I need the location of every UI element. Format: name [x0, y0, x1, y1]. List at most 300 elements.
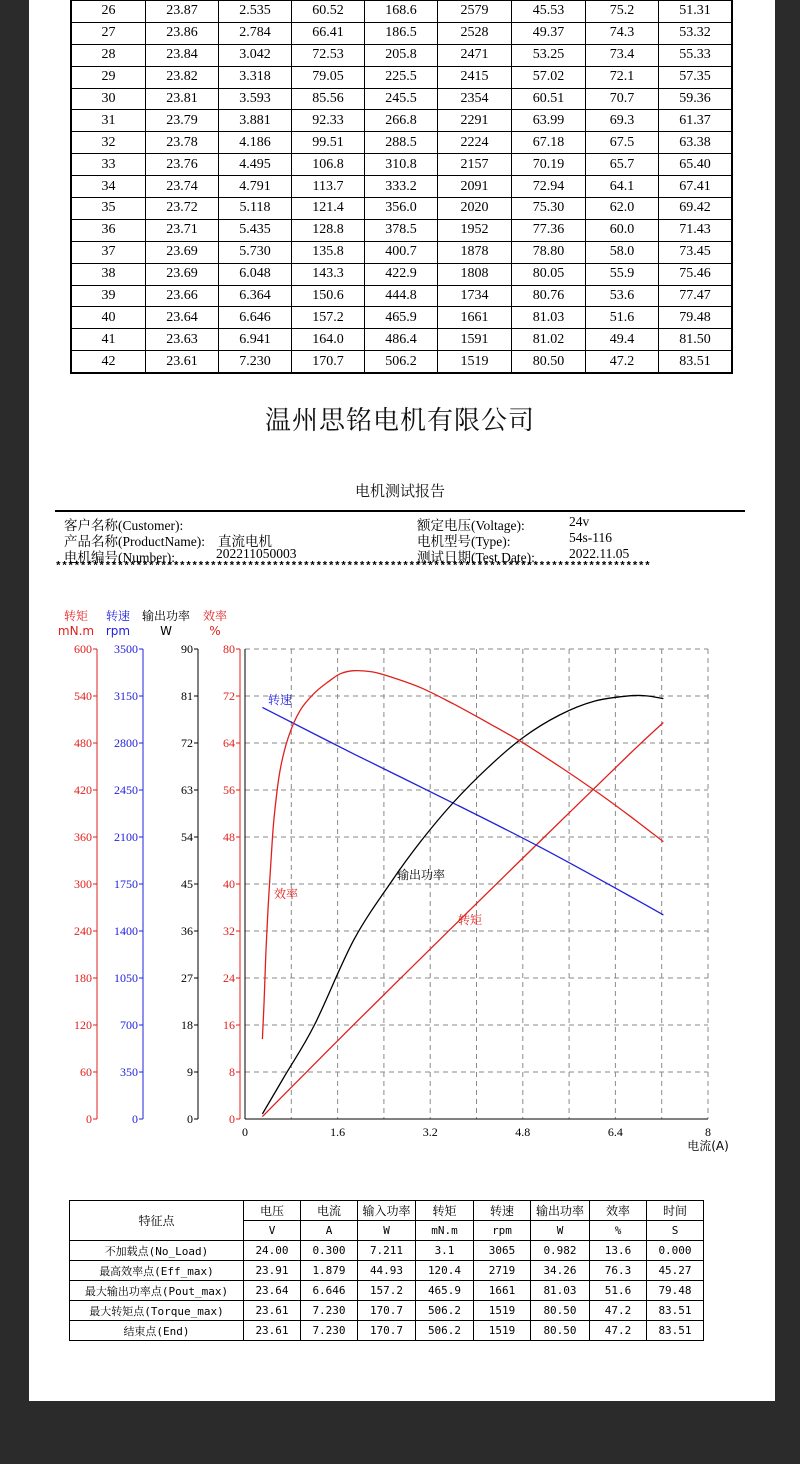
- data-cell: 70.7: [586, 88, 659, 110]
- summary-unit: S: [647, 1221, 704, 1241]
- y-tick-label: 3500: [114, 642, 138, 656]
- data-cell: 6.048: [219, 263, 292, 285]
- data-cell: 74.3: [586, 22, 659, 44]
- date-value: 2022.11.05: [569, 546, 630, 561]
- data-row: [71, 241, 732, 263]
- data-cell: 3.042: [219, 44, 292, 66]
- series-line: [262, 671, 663, 1039]
- data-cell: 38: [71, 263, 146, 285]
- data-cell: 64.1: [586, 176, 659, 198]
- data-row: [71, 285, 732, 307]
- voltage-value: 24v: [569, 514, 590, 529]
- y-axis-title: 效率: [202, 609, 228, 623]
- chart-grid: [245, 649, 708, 1119]
- test-data-table: [70, 0, 733, 374]
- data-cell: 23.78: [146, 132, 219, 154]
- data-cell: 73.4: [586, 44, 659, 66]
- summary-row: [70, 1261, 704, 1281]
- number-value: 202211050003: [216, 546, 297, 561]
- series-label: 转矩: [457, 913, 483, 927]
- y-tick-label: 60: [80, 1065, 92, 1079]
- data-cell: 58.0: [586, 241, 659, 263]
- data-row: [71, 88, 732, 110]
- data-cell: 6.364: [219, 285, 292, 307]
- y-tick-label: 18: [181, 1018, 193, 1032]
- data-cell: 3.318: [219, 66, 292, 88]
- summary-column-header: 电压: [244, 1201, 301, 1221]
- data-cell: 266.8: [365, 110, 438, 132]
- data-cell: 35: [71, 198, 146, 220]
- data-cell: 168.6: [365, 1, 438, 23]
- company-name: 温州思铭电机有限公司: [264, 406, 535, 436]
- summary-cell: 506.2: [416, 1321, 474, 1341]
- y-tick-label: 300: [74, 877, 92, 891]
- y-tick-label: 32: [223, 924, 235, 938]
- y-tick-label: 1400: [114, 924, 138, 938]
- data-cell: 170.7: [292, 351, 365, 373]
- data-cell: 2579: [438, 1, 512, 23]
- y-tick-label: 0: [187, 1112, 193, 1126]
- summary-cell: 2719: [474, 1261, 531, 1281]
- data-cell: 92.33: [292, 110, 365, 132]
- x-axis-title: 电流(A): [687, 1139, 729, 1153]
- y-axis-unit: %: [209, 624, 221, 638]
- data-cell: 49.4: [586, 329, 659, 351]
- data-row: [71, 351, 732, 373]
- data-cell: 79.48: [659, 307, 733, 329]
- y-tick-label: 80: [223, 642, 235, 656]
- data-cell: 3.593: [219, 88, 292, 110]
- data-cell: 32: [71, 132, 146, 154]
- summary-unit: A: [301, 1221, 358, 1241]
- y-tick-label: 48: [223, 830, 235, 844]
- y-axis-title: 输出功率: [141, 609, 191, 623]
- data-cell: 78.80: [512, 241, 586, 263]
- y-tick-label: 40: [223, 877, 235, 891]
- data-cell: 3.881: [219, 110, 292, 132]
- data-cell: 6.941: [219, 329, 292, 351]
- summary-column-header: 输出功率: [531, 1201, 590, 1221]
- data-cell: 61.37: [659, 110, 733, 132]
- data-cell: 23.71: [146, 219, 219, 241]
- data-cell: 4.791: [219, 176, 292, 198]
- data-cell: 75.2: [586, 1, 659, 23]
- data-cell: 65.7: [586, 154, 659, 176]
- series-label: 转速: [267, 693, 293, 707]
- summary-unit: V: [244, 1221, 301, 1241]
- data-cell: 29: [71, 66, 146, 88]
- summary-unit: W: [358, 1221, 416, 1241]
- data-row: [71, 154, 732, 176]
- summary-column-header: 转速: [474, 1201, 531, 1221]
- data-row: [71, 132, 732, 154]
- data-cell: 5.435: [219, 219, 292, 241]
- y-tick-label: 240: [74, 924, 92, 938]
- data-cell: 27: [71, 22, 146, 44]
- y-tick-label: 0: [229, 1112, 235, 1126]
- data-cell: 28: [71, 44, 146, 66]
- data-row: [71, 44, 732, 66]
- data-row: [71, 219, 732, 241]
- data-cell: 422.9: [365, 263, 438, 285]
- product-value: 直流电机: [218, 534, 272, 549]
- chart-curves: [262, 671, 663, 1117]
- data-cell: 4.186: [219, 132, 292, 154]
- data-row: [71, 307, 732, 329]
- summary-row: [70, 1241, 704, 1261]
- data-cell: 80.50: [512, 351, 586, 373]
- data-cell: 55.9: [586, 263, 659, 285]
- y-tick-label: 180: [74, 971, 92, 985]
- data-cell: 1519: [438, 351, 512, 373]
- summary-row-label: 结束点(End): [70, 1321, 244, 1341]
- data-row: [71, 176, 732, 198]
- data-cell: 2.784: [219, 22, 292, 44]
- summary-row: [70, 1281, 704, 1301]
- data-cell: 6.646: [219, 307, 292, 329]
- y-tick-label: 480: [74, 736, 92, 750]
- x-tick-label: 8: [705, 1125, 711, 1139]
- data-row: [71, 1, 732, 23]
- data-cell: 53.25: [512, 44, 586, 66]
- y-tick-label: 540: [74, 689, 92, 703]
- data-cell: 60.0: [586, 219, 659, 241]
- summary-header-label: 特征点: [70, 1201, 244, 1241]
- data-cell: 55.33: [659, 44, 733, 66]
- summary-cell: 1.879: [301, 1261, 358, 1281]
- data-cell: 47.2: [586, 351, 659, 373]
- data-cell: 333.2: [365, 176, 438, 198]
- summary-cell: 1661: [474, 1281, 531, 1301]
- type-label: 电机型号(Type):: [417, 534, 511, 549]
- data-cell: 135.8: [292, 241, 365, 263]
- data-cell: 23.64: [146, 307, 219, 329]
- performance-chart: [0, 600, 800, 1160]
- data-cell: 45.53: [512, 1, 586, 23]
- data-cell: 444.8: [365, 285, 438, 307]
- summary-row-label: 最大输出功率点(Pout_max): [70, 1281, 244, 1301]
- summary-cell: 0.000: [647, 1241, 704, 1261]
- summary-cell: 506.2: [416, 1301, 474, 1321]
- data-cell: 39: [71, 285, 146, 307]
- summary-column-header: 效率: [590, 1201, 647, 1221]
- series-line: [262, 695, 663, 1114]
- data-cell: 23.76: [146, 154, 219, 176]
- summary-cell: 0.300: [301, 1241, 358, 1261]
- data-cell: 23.69: [146, 241, 219, 263]
- data-cell: 2091: [438, 176, 512, 198]
- summary-cell: 76.3: [590, 1261, 647, 1281]
- data-cell: 60.52: [292, 1, 365, 23]
- type-value: 54s-116: [569, 530, 612, 545]
- x-tick-label: 4.8: [515, 1125, 531, 1139]
- summary-unit: %: [590, 1221, 647, 1241]
- data-cell: 53.6: [586, 285, 659, 307]
- summary-unit: mN.m: [416, 1221, 474, 1241]
- data-cell: 79.05: [292, 66, 365, 88]
- data-cell: 53.32: [659, 22, 733, 44]
- y-tick-label: 56: [223, 783, 235, 797]
- y-tick-label: 81: [181, 689, 193, 703]
- data-cell: 121.4: [292, 198, 365, 220]
- data-cell: 486.4: [365, 329, 438, 351]
- summary-cell: 23.91: [244, 1261, 301, 1281]
- y-tick-label: 120: [74, 1018, 92, 1032]
- voltage-label: 额定电压(Voltage):: [417, 518, 525, 533]
- summary-cell: 44.93: [358, 1261, 416, 1281]
- summary-cell: 47.2: [590, 1321, 647, 1341]
- summary-cell: 120.4: [416, 1261, 474, 1281]
- data-cell: 51.6: [586, 307, 659, 329]
- data-cell: 2291: [438, 110, 512, 132]
- data-cell: 66.41: [292, 22, 365, 44]
- data-cell: 42: [71, 351, 146, 373]
- summary-cell: 23.64: [244, 1281, 301, 1301]
- data-cell: 77.36: [512, 219, 586, 241]
- data-cell: 7.230: [219, 351, 292, 373]
- characteristic-points-table: [69, 1200, 704, 1341]
- data-cell: 77.47: [659, 285, 733, 307]
- data-cell: 2528: [438, 22, 512, 44]
- y-tick-label: 16: [223, 1018, 235, 1032]
- data-cell: 157.2: [292, 307, 365, 329]
- data-row: [71, 198, 732, 220]
- summary-cell: 81.03: [531, 1281, 590, 1301]
- data-cell: 85.56: [292, 88, 365, 110]
- series-label: 效率: [273, 887, 299, 901]
- y-tick-label: 2450: [114, 783, 138, 797]
- summary-cell: 79.48: [647, 1281, 704, 1301]
- summary-cell: 34.26: [531, 1261, 590, 1281]
- data-cell: 23.74: [146, 176, 219, 198]
- data-cell: 2157: [438, 154, 512, 176]
- data-cell: 62.0: [586, 198, 659, 220]
- data-cell: 49.37: [512, 22, 586, 44]
- data-cell: 2471: [438, 44, 512, 66]
- y-tick-label: 27: [181, 971, 193, 985]
- data-cell: 81.03: [512, 307, 586, 329]
- data-cell: 506.2: [365, 351, 438, 373]
- y-tick-label: 72: [223, 689, 235, 703]
- data-cell: 2.535: [219, 1, 292, 23]
- product-label: 产品名称(ProductName):: [64, 534, 205, 549]
- summary-cell: 465.9: [416, 1281, 474, 1301]
- y-tick-label: 700: [120, 1018, 138, 1032]
- data-cell: 51.31: [659, 1, 733, 23]
- data-cell: 33: [71, 154, 146, 176]
- y-axis-unit: rpm: [105, 624, 131, 638]
- report-title: 电机测试报告: [354, 482, 445, 500]
- data-cell: 5.118: [219, 198, 292, 220]
- data-cell: 99.51: [292, 132, 365, 154]
- data-cell: 23.84: [146, 44, 219, 66]
- y-axis-title: 转矩: [63, 609, 89, 623]
- x-tick-label: 3.2: [422, 1125, 438, 1139]
- data-row: [71, 66, 732, 88]
- summary-cell: 23.61: [244, 1321, 301, 1341]
- data-cell: 81.50: [659, 329, 733, 351]
- data-cell: 2020: [438, 198, 512, 220]
- data-cell: 73.45: [659, 241, 733, 263]
- data-cell: 69.3: [586, 110, 659, 132]
- summary-cell: 23.61: [244, 1301, 301, 1321]
- summary-column-header: 时间: [647, 1201, 704, 1221]
- summary-column-header: 电流: [301, 1201, 358, 1221]
- data-cell: 150.6: [292, 285, 365, 307]
- summary-unit: rpm: [474, 1221, 531, 1241]
- y-tick-label: 2100: [114, 830, 138, 844]
- data-cell: 81.02: [512, 329, 586, 351]
- data-cell: 63.99: [512, 110, 586, 132]
- data-cell: 225.5: [365, 66, 438, 88]
- summary-unit: W: [531, 1221, 590, 1241]
- data-cell: 23.69: [146, 263, 219, 285]
- data-cell: 5.730: [219, 241, 292, 263]
- data-cell: 1808: [438, 263, 512, 285]
- data-cell: 72.94: [512, 176, 586, 198]
- summary-cell: 3065: [474, 1241, 531, 1261]
- separator-line: ************************************************************************************************: [55, 561, 651, 573]
- data-cell: 2415: [438, 66, 512, 88]
- data-cell: 69.42: [659, 198, 733, 220]
- data-cell: 23.61: [146, 351, 219, 373]
- data-cell: 128.8: [292, 219, 365, 241]
- summary-column-header: 输入功率: [358, 1201, 416, 1221]
- y-tick-label: 350: [120, 1065, 138, 1079]
- summary-row-label: 不加载点(No_Load): [70, 1241, 244, 1261]
- data-cell: 2224: [438, 132, 512, 154]
- data-cell: 378.5: [365, 219, 438, 241]
- data-cell: 75.46: [659, 263, 733, 285]
- summary-cell: 3.1: [416, 1241, 474, 1261]
- y-axis-title: 转速: [105, 609, 131, 623]
- summary-row-label: 最高效率点(Eff_max): [70, 1261, 244, 1281]
- data-cell: 164.0: [292, 329, 365, 351]
- x-tick-label: 6.4: [607, 1125, 623, 1139]
- data-cell: 71.43: [659, 219, 733, 241]
- data-cell: 1952: [438, 219, 512, 241]
- data-cell: 1591: [438, 329, 512, 351]
- customer-label: 客户名称(Customer):: [64, 518, 184, 533]
- summary-cell: 83.51: [647, 1301, 704, 1321]
- summary-cell: 170.7: [358, 1301, 416, 1321]
- summary-cell: 13.6: [590, 1241, 647, 1261]
- data-cell: 26: [71, 1, 146, 23]
- data-cell: 245.5: [365, 88, 438, 110]
- data-row: [71, 22, 732, 44]
- y-tick-label: 2800: [114, 736, 138, 750]
- y-tick-label: 420: [74, 783, 92, 797]
- data-row: [71, 110, 732, 132]
- data-cell: 59.36: [659, 88, 733, 110]
- data-cell: 34: [71, 176, 146, 198]
- data-cell: 113.7: [292, 176, 365, 198]
- y-tick-label: 90: [181, 642, 193, 656]
- data-cell: 186.5: [365, 22, 438, 44]
- data-cell: 23.81: [146, 88, 219, 110]
- y-tick-label: 600: [74, 642, 92, 656]
- y-tick-label: 36: [181, 924, 193, 938]
- data-cell: 40: [71, 307, 146, 329]
- summary-cell: 7.230: [301, 1301, 358, 1321]
- summary-cell: 45.27: [647, 1261, 704, 1281]
- data-cell: 23.82: [146, 66, 219, 88]
- data-cell: 60.51: [512, 88, 586, 110]
- y-tick-label: 24: [223, 971, 235, 985]
- data-cell: 23.72: [146, 198, 219, 220]
- data-cell: 67.18: [512, 132, 586, 154]
- data-cell: 23.79: [146, 110, 219, 132]
- summary-cell: 7.211: [358, 1241, 416, 1261]
- summary-cell: 1519: [474, 1301, 531, 1321]
- x-tick-label: 1.6: [330, 1125, 346, 1139]
- data-cell: 31: [71, 110, 146, 132]
- summary-cell: 6.646: [301, 1281, 358, 1301]
- data-cell: 310.8: [365, 154, 438, 176]
- data-cell: 67.5: [586, 132, 659, 154]
- data-cell: 30: [71, 88, 146, 110]
- y-tick-label: 1750: [114, 877, 138, 891]
- data-cell: 83.51: [659, 351, 733, 373]
- data-cell: 1734: [438, 285, 512, 307]
- data-cell: 288.5: [365, 132, 438, 154]
- data-cell: 1661: [438, 307, 512, 329]
- data-cell: 23.86: [146, 22, 219, 44]
- data-cell: 36: [71, 219, 146, 241]
- data-cell: 106.8: [292, 154, 365, 176]
- chart-axes: [58, 608, 729, 1153]
- data-cell: 1878: [438, 241, 512, 263]
- y-tick-label: 8: [229, 1065, 235, 1079]
- data-cell: 63.38: [659, 132, 733, 154]
- data-cell: 67.41: [659, 176, 733, 198]
- y-tick-label: 3150: [114, 689, 138, 703]
- data-cell: 57.02: [512, 66, 586, 88]
- data-cell: 72.53: [292, 44, 365, 66]
- summary-cell: 80.50: [531, 1321, 590, 1341]
- data-cell: 23.66: [146, 285, 219, 307]
- data-cell: 37: [71, 241, 146, 263]
- y-tick-label: 0: [132, 1112, 138, 1126]
- y-tick-label: 64: [223, 736, 235, 750]
- summary-cell: 157.2: [358, 1281, 416, 1301]
- data-cell: 400.7: [365, 241, 438, 263]
- data-cell: 65.40: [659, 154, 733, 176]
- data-cell: 70.19: [512, 154, 586, 176]
- summary-cell: 170.7: [358, 1321, 416, 1341]
- data-cell: 80.76: [512, 285, 586, 307]
- summary-cell: 1519: [474, 1321, 531, 1341]
- summary-row-label: 最大转矩点(Torque_max): [70, 1301, 244, 1321]
- summary-cell: 24.00: [244, 1241, 301, 1261]
- data-cell: 465.9: [365, 307, 438, 329]
- summary-cell: 80.50: [531, 1301, 590, 1321]
- summary-column-header: 转矩: [416, 1201, 474, 1221]
- data-cell: 143.3: [292, 263, 365, 285]
- series-label: 输出功率: [396, 868, 446, 882]
- summary-cell: 83.51: [647, 1321, 704, 1341]
- summary-cell: 0.982: [531, 1241, 590, 1261]
- summary-cell: 51.6: [590, 1281, 647, 1301]
- data-cell: 4.495: [219, 154, 292, 176]
- data-cell: 41: [71, 329, 146, 351]
- number-label: 电机编号(Number):: [64, 550, 175, 565]
- y-tick-label: 72: [181, 736, 193, 750]
- y-tick-label: 0: [86, 1112, 92, 1126]
- data-cell: 356.0: [365, 198, 438, 220]
- y-axis-unit: W: [160, 624, 172, 638]
- summary-cell: 47.2: [590, 1301, 647, 1321]
